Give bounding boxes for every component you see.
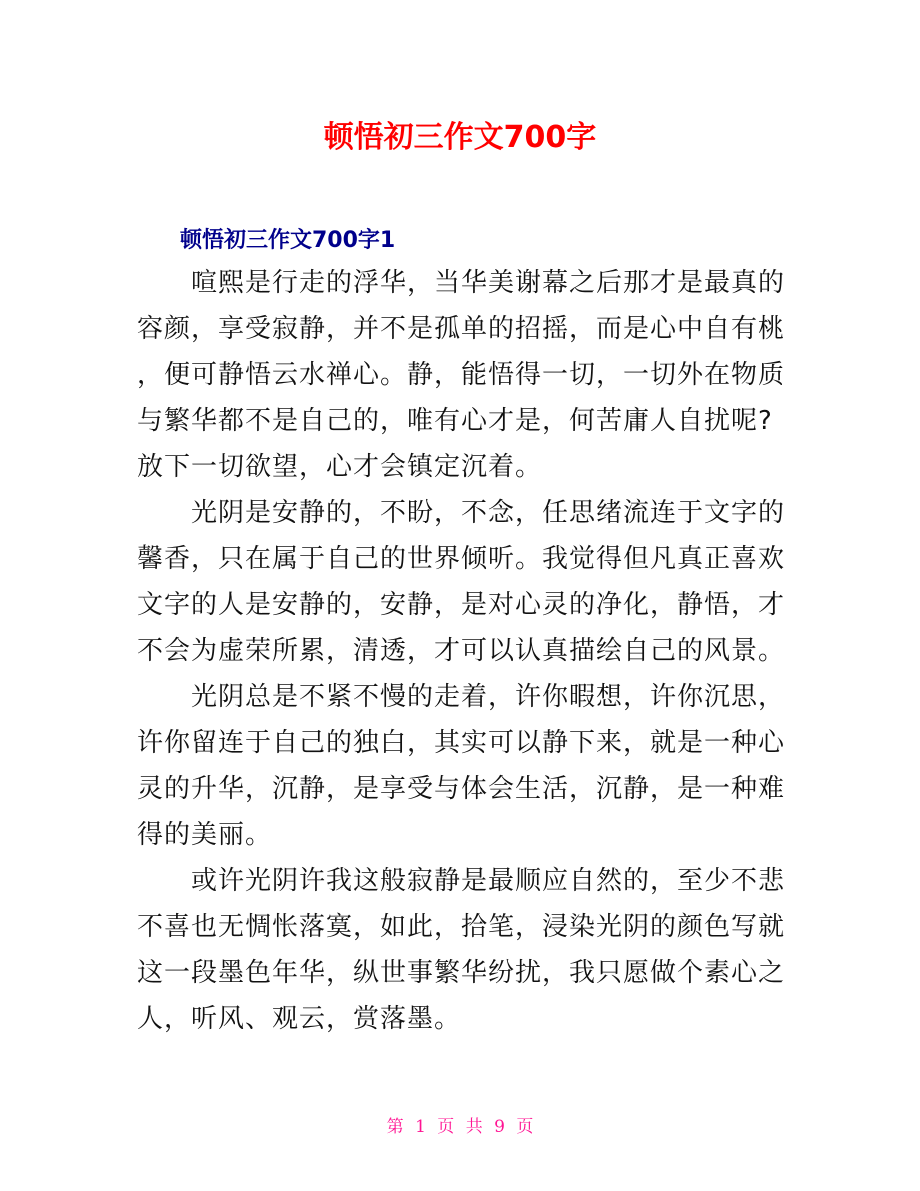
document-title: 顿悟初三作文700字: [323, 120, 597, 155]
paragraph: 喧熙是行走的浮华，当华美谢幕之后那才是最真的容颜，享受寂静，并不是孤单的招摇，而是心中自有桃，便可静悟云水禅心。静，能悟得一切，一切外在物质与繁华都不是自己的，唯有心才是，何苦庸人自扰呢?放下一切欲望，心才会镇定沉着。: [137, 268, 786, 482]
paragraph: 光阴是安静的，不盼，不念，任思绪流连于文字的馨香，只在属于自己的世界倾听。我觉得但凡真正喜欢文字的人是安静的，安静，是对心灵的净化，静悟，才不会为虚荣所累，清透，才可以认真描绘自己的风景。: [137, 498, 786, 666]
document-body: [137, 260, 789, 1042]
paragraph: 或许光阴许我这般寂静是最顺应自然的，至少不悲不喜也无惆怅落寞，如此，拾笔，浸染光阴的颜色写就这一段墨色年华，纵世事繁华纷扰，我只愿做个素心之人，听风、观云，赏落墨。: [137, 866, 786, 1034]
paragraph: 光阴总是不紧不慢的走着，许你暇想，许你沉思，许你留连于自己的独白，其实可以静下来，就是一种心灵的升华，沉静，是享受与体会生活，沉静，是一种难得的美丽。: [137, 682, 786, 850]
section-title: 顿悟初三作文700字1: [180, 228, 396, 253]
page-number-footer: 第 1 页 共 9 页: [386, 1117, 534, 1137]
